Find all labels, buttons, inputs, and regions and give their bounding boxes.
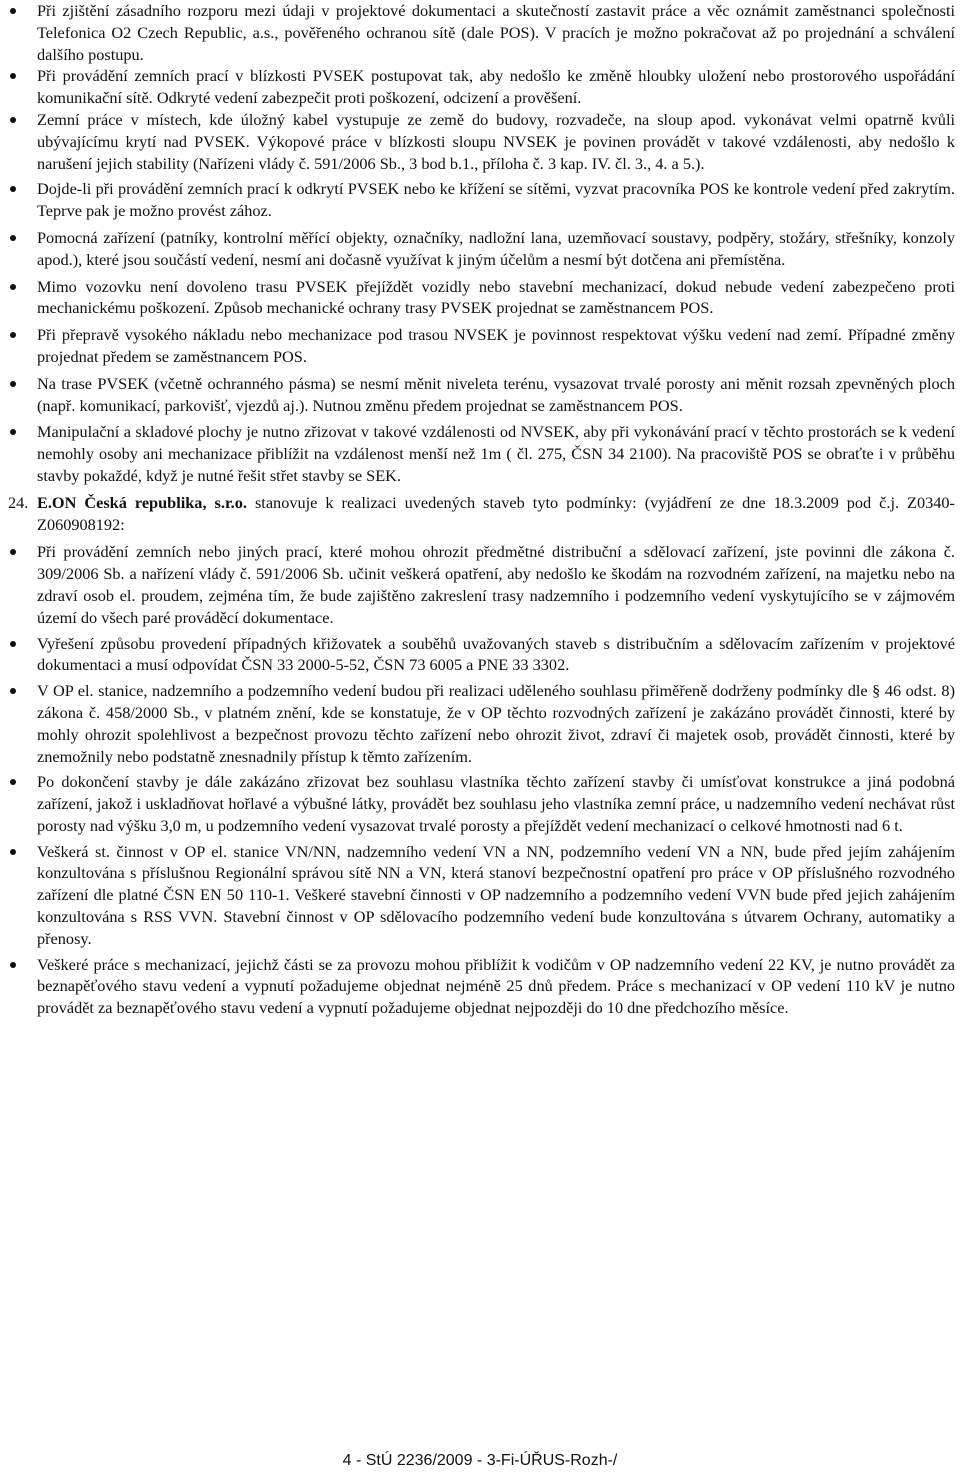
- list-item-text: Na trase PVSEK (včetně ochranného pásma) se nesmí měnit niveleta terénu, vysazovat trvalé porosty ani měnit rozsah zpevněných ploch (např. komunikací, parkovišť, vjezdů aj.). Nutnou změnu předem projednat se zaměstnancem POS.: [37, 373, 955, 415]
- bullet-icon: [10, 117, 16, 123]
- list-item-text: Dojde-li při provádění zemních prací k odkrytí PVSEK nebo ke křížení se sítěmi, vyzvat pracovníka POS ke kontrole vedení před zakrytím. Teprve pak je možno provést zához.: [37, 179, 955, 221]
- conditions-list-telefonica-a: [8, 0, 955, 174]
- list-item-text: Zemní práce v místech, kde úložný kabel vystupuje ze země do budovy, rozvadeče, na sloup apod. vykonávat velmi opatrně kvůli ubývajícímu krytí nad PVSEK. Výkopové práce v blízkosti sloupu NVSEK je povinen provádět v takové vzdálenosti, aby nedošlo k narušení jejich stability (Nařízeni vlády č. 591/2006 Sb., 3 bod b.1., příloha č. 3 kap. IV. čl. 3., 4. a 5.).: [37, 109, 955, 173]
- list-item-text: Manipulační a skladové plochy je nutno zřizovat v takové vzdálenosti od NVSEK, aby při vykonávání prací v těchto prostorách se k vedení nemohly osoby ani mechanizace přiblížit na vzdálenost menší než 1m ( čl. 275, ČSN 34 2100). Na pracoviště POS se obraťte i v průběhu stavby pokaždé, když je nutné řešit střet stavby se SEK.: [37, 422, 955, 485]
- section-number: 24.: [8, 492, 29, 512]
- list-item-text: Veškeré práce s mechanizací, jejichž části se za provozu mohou přiblížit k vodičům v OP nadzemního vedení 22 KV, je nutno provádět za beznapěťového stavu vedení a vypnutí požadujeme objednat nejméně 25 dnů předem. Práce s mechanizací v OP vedení 110 kV je nutno provádět za beznapěťového stavu vedení a vypnutí požadujeme objednat nejpozději do 10 dne předchozího měsíce.: [37, 954, 955, 1018]
- list-item: [8, 276, 955, 320]
- list-item-text: Při zjištění zásadního rozporu mezi údaji v projektové dokumentaci a skutečností zastavit práce a věc oznámit zaměstnanci společnosti Telefonica O2 Czech Republic, a.s., pověřeného ochranou sítě (dale POS). V pracích je možno pokračovat až po projednání a schválení dalšího postupu.: [37, 1, 955, 64]
- list-item: [8, 680, 955, 767]
- list-item: [8, 324, 955, 368]
- bullet-icon: [10, 641, 16, 647]
- company-name: E.ON Česká republika, s.r.o.: [37, 492, 247, 512]
- bullet-icon: [10, 849, 16, 855]
- conditions-list-telefonica-b: [8, 178, 955, 486]
- bullet-icon: [10, 549, 16, 555]
- list-item-text: Po dokončení stavby je dále zakázáno zřizovat bez souhlasu vlastníka těchto zařízení stavby či umísťovat konstrukce a jiná podobná zařízení, jakož i uskladňovat hořlavé a výbušné látky, provádět bez souhlasu jeho vlastníka zemní práce, u nadzemního vedení nechávat růst porosty nad výšku 3,0 m, u podzemního vedení vysazovat trvalé porosty a přejíždět vedení mechanizací o celkové hmotnosti nad 6 t.: [37, 772, 955, 835]
- list-item: [8, 841, 955, 950]
- list-item-text: Pomocná zařízení (patníky, kontrolní měřící objekty, označníky, nadložní lana, uzemňovací soustavy, podpěry, stožáry, střešníky, konzoly apod.), které jsou součástí vedení, nesmí ani dočasně využívat k jiným účelům a nesmí být dotčena ani přemístěna.: [37, 227, 955, 269]
- section-24-heading: [8, 492, 955, 536]
- bullet-icon: [10, 429, 16, 435]
- list-item-text: Mimo vozovku není dovoleno trasu PVSEK přejíždět vozidly nebo stavební mechanizací, dokud nebude vedení zabezpečeno proti mechanickému poškození. Způsob mechanické ochrany trasy PVSEK projednat se zaměstnancem POS.: [37, 276, 955, 318]
- list-item-text: V OP el. stanice, nadzemního a podzemního vedení budou při realizaci uděleného souhlasu přiměřeně dodrženy podmínky dle § 46 odst. 8) zákona č. 458/2000 Sb., v platném znění, kde se konstatuje, že v OP těchto rozvodných zařízení je zakázáno provádět činnosti, které by mohly ohrozit spolehlivost a bezpečnost provozu těchto zařízení nebo ohrozit život, zdraví či majetek osob, provádět činnosti, které by znemožnily nebo podstatně znesnadnily přístup k těmto zařízením.: [37, 681, 955, 766]
- list-item: [8, 373, 955, 417]
- list-item-text: Vyřešení způsobu provedení případných křižovatek a souběhů uvažovaných staveb s distribučním a sdělovacím zařízením v projektové dokumentaci a musí odpovídat ČSN 33 2000-5-52, ČSN 73 6005 a PNE 33 3302.: [37, 633, 955, 675]
- section-intro-text: stanovuje k realizaci uvedených staveb tyto podmínky: (vyjádření ze dne 18.3.2009 pod č.j. Z0340-Z060908192:: [37, 492, 955, 534]
- bullet-icon: [10, 962, 16, 968]
- list-item: [8, 421, 955, 486]
- bullet-icon: [10, 284, 16, 290]
- bullet-icon: [10, 779, 16, 785]
- list-item-text: Při provádění zemních prací v blízkosti PVSEK postupovat tak, aby nedošlo ke změně hloubky uložení nebo prostorového uspořádání komunikační sítě. Odkryté vedení zabezpečit proti poškození, odcizení a prověšení.: [37, 66, 955, 108]
- list-item-text: Při přepravě vysokého nákladu nebo mechanizace pod trasou NVSEK je povinnost respektovat výšku vedení nad zemí. Případné změny projednat předem se zaměstnancem POS.: [37, 325, 955, 366]
- bullet-icon: [10, 332, 16, 338]
- list-item: [8, 954, 955, 1019]
- conditions-list-eon: [8, 541, 955, 1019]
- list-item: [8, 633, 955, 677]
- list-item: [8, 771, 955, 836]
- list-item-text: Veškerá st. činnost v OP el. stanice VN/NN, nadzemního vedení VN a NN, podzemního vedení VN a NN, bude před jejím zahájením konzultována s příslušnou Regionální správou sítě NN a VN, která stanoví bezpečnostní opatření pro práce v OP příslušného rozvodného zařízení dle platné ČSN EN 50 110-1. Veškeré stavební činnosti v OP nadzemního a podzemního vedení VVN bude před jejich zahájením konzultována s RSS VVN. Stavební činnost v OP sdělovacího podzemního vedení bude konzultována s útvarem Ochrany, automatiky a přenosy.: [37, 841, 955, 948]
- list-item: [8, 0, 955, 65]
- list-item: [8, 227, 955, 271]
- page-footer: 4 - StÚ 2236/2009 - 3-Fi-ÚŘUS-Rozh-/: [342, 1452, 618, 1469]
- bullet-icon: [10, 8, 16, 14]
- bullet-icon: [10, 235, 16, 241]
- list-item: [8, 541, 955, 628]
- list-item: [8, 65, 955, 109]
- list-item: [8, 109, 955, 174]
- list-item-text: Při provádění zemních nebo jiných prací, které mohou ohrozit předmětné distribuční a sdělovací zařízení, jste povinni dle zákona č. 309/2006 Sb. a nařízení vlády č. 591/2006 Sb. učinit veškerá opatření, aby nedošlo ke škodám na rozvodném zařízení, na majetku nebo na zdraví osob el. proudem, zejména tím, že bude zajištěno zakreslení trasy nadzemního i podzemního vedení vyskytujícího se v zájmovém území do všech paré prováděcí dokumentace.: [37, 542, 955, 627]
- bullet-icon: [10, 73, 16, 79]
- bullet-icon: [10, 381, 16, 387]
- bullet-icon: [10, 186, 16, 192]
- bullet-icon: [10, 688, 16, 694]
- list-item: [8, 178, 955, 222]
